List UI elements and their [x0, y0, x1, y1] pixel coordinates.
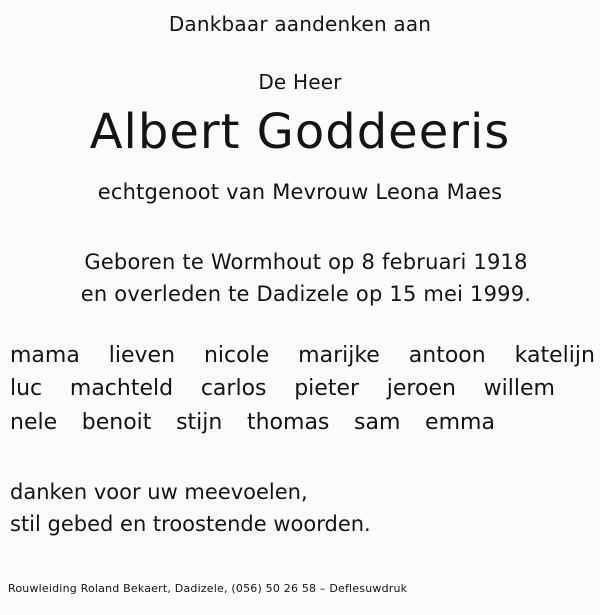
- family-name: katelijn: [514, 343, 595, 368]
- family-name: nele: [10, 410, 58, 435]
- birth-line: Geboren te Wormhout op 8 februari 1918: [84, 250, 528, 274]
- family-name: thomas: [246, 410, 330, 435]
- family-name: stijn: [176, 410, 223, 435]
- family-name: sam: [354, 410, 401, 435]
- funeral-director-credit: Rouwleiding Roland Bekaert, Dadizele, (056) 50 26 58 – Deflesuwdruk: [8, 582, 408, 595]
- family-name: nicole: [203, 343, 270, 368]
- intro-text: Dankbaar aandenken aan: [168, 12, 432, 36]
- thanks-line: danken voor uw meevoelen,: [10, 480, 308, 504]
- family-row: [10, 410, 495, 435]
- family-name: antoon: [408, 343, 486, 368]
- family-name: mama: [10, 343, 80, 368]
- family-name: lieven: [108, 343, 176, 368]
- family-name: emma: [425, 410, 495, 435]
- family-name: luc: [10, 376, 43, 401]
- deceased-name: Albert Goddeeris: [89, 104, 511, 160]
- family-name: benoit: [81, 410, 152, 435]
- family-row: [10, 376, 555, 401]
- family-name: jeroen: [386, 376, 456, 401]
- family-name: carlos: [200, 376, 267, 401]
- spouse-line: echtgenoot van Mevrouw Leona Maes: [97, 180, 503, 204]
- family-name: machteld: [69, 376, 174, 401]
- family-row: [10, 343, 595, 368]
- death-line: en overleden te Dadizele op 15 mei 1999.: [80, 282, 532, 306]
- family-name: willem: [483, 376, 555, 401]
- family-name: marijke: [298, 343, 380, 368]
- honorific: De Heer: [258, 70, 342, 94]
- thanks-line: stil gebed en troostende woorden.: [10, 512, 371, 536]
- family-name: pieter: [294, 376, 360, 401]
